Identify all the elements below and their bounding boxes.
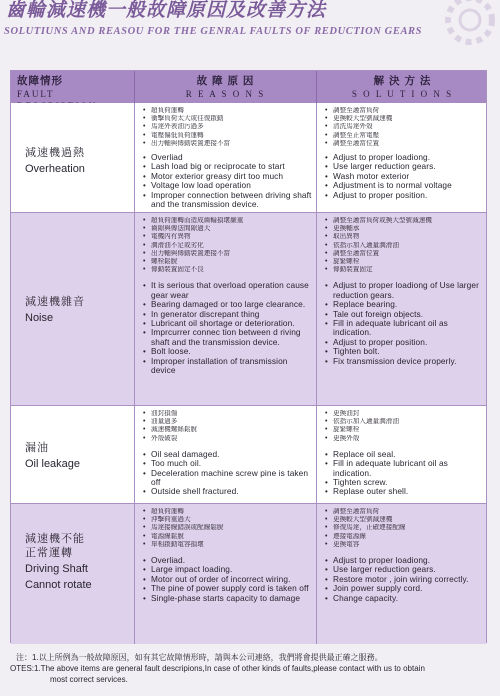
footnote-zh: 注：1.以上所例為一般故障原因，如有其它故障情形時，請與本公司連絡，我們將會提供最正確之服務。 [16, 653, 383, 662]
list-item: • The pine of power supply cord is taken off [143, 584, 312, 593]
fault-en: Oil leakage [25, 458, 81, 470]
list-item: • Outside shell fractured. [143, 487, 312, 496]
list-item: • Oil seal damaged. [143, 450, 312, 459]
list-item: • Large impact loading. [143, 565, 312, 574]
solutions-zh-list [325, 508, 484, 549]
header-reasons-zh: 故 障 原 因 [196, 75, 255, 87]
list-item: • 油量過多 [143, 418, 312, 426]
list-item: • Adjust to proper loadiong of Use larger reduction gears. [325, 281, 484, 300]
reasons-cell [135, 213, 317, 405]
fault-en-line2: Cannot rotate [25, 579, 92, 591]
fault-zh: 漏油 [25, 442, 49, 454]
header-solutions-en: S O L U T I O N S [351, 89, 454, 99]
reasons-zh-list [143, 217, 312, 274]
table-row-oil-leakage [11, 406, 486, 504]
list-item: • Replace oil seal. [325, 450, 484, 459]
list-item: • Restore motor , join wiring correctly. [325, 575, 484, 584]
list-item: • 超負荷運轉 [143, 107, 312, 115]
list-item: • Adjust to proper loadiong. [325, 556, 484, 565]
reasons-en-list [143, 556, 312, 603]
list-item: • Adjust to proper loadiong. [325, 153, 484, 162]
header-solutions-zh: 解 決 方 法 [373, 75, 432, 87]
list-item: • Use larger reduction gears. [325, 162, 484, 171]
header-reasons-en: R E A S O N S [185, 89, 266, 99]
list-item: • Use larger reduction gears. [325, 565, 484, 574]
fault-table [10, 70, 487, 643]
header-reasons [135, 71, 317, 103]
list-item: • Tighten bolt. [325, 347, 484, 356]
list-item: • 調整至適當負荷或換大型號減速機 [325, 217, 484, 225]
list-item: • 旋緊螺栓 [325, 258, 484, 266]
reasons-zh-list [143, 508, 312, 549]
footnote-en-line1: OTES:1.The above items are general fault descripions,In case of other kinds of faults,please contact with us to obtain [10, 664, 425, 673]
solutions-en-list [325, 281, 484, 366]
page-title: 齒輪減速機一般故障原因及改善方法 [6, 0, 327, 21]
list-item: • Lubricant oil shortage or deterioration. [143, 319, 312, 328]
list-item: • 電壓偏低負荷運轉 [143, 132, 312, 140]
list-item: • Change capacity. [325, 594, 484, 603]
list-item: • Tighten screw. [325, 478, 484, 487]
reasons-cell [135, 504, 317, 644]
list-item: • Imprcurrer connec tion between d riving shaft and the transmission device. [143, 328, 312, 347]
page-subtitle: SOLUTIUNS AND REASOU FOR THE GENRAL FAULTS OF REDUCTION GEARS [4, 26, 423, 37]
list-item: • 更換較大型號減速機 [325, 115, 484, 123]
header-solutions [317, 71, 488, 103]
list-item: • 更換較大型號減速機 [325, 516, 484, 524]
list-item: • 馬達接線錯誤或配線鬆脫 [143, 524, 312, 532]
table-row-overheating [11, 103, 486, 213]
list-item: • 調整至適當位置 [325, 250, 484, 258]
table-row-cannot-rotate [11, 504, 486, 644]
list-item: • 出力軸與傳動裝置連接不當 [143, 140, 312, 148]
list-item: • 馬達外表油污過多 [143, 123, 312, 131]
list-item: • Motor exterior greasy dirt too much [143, 172, 312, 181]
list-item: • Fix transmission device properly. [325, 357, 484, 366]
list-item: • Improper installation of transmission device [143, 357, 312, 376]
list-item: • 超負荷運轉而造成齒輪損壞嚴重 [143, 217, 312, 225]
list-item: • 外殼破裂 [143, 435, 312, 443]
list-item: • 電源線鬆脫 [143, 533, 312, 541]
reasons-zh-list [143, 107, 312, 148]
list-item: • 沖擊荷重過大 [143, 516, 312, 524]
fault-en: Overheation [25, 163, 85, 175]
fault-en: Noise [25, 312, 54, 324]
list-item: • Overliad [143, 153, 312, 162]
fault-en-line1: Driving Shaft [25, 563, 88, 575]
list-item: • 調整至適當負荷 [325, 508, 484, 516]
list-item: • Bearing damaged or too large clearance. [143, 300, 312, 309]
solutions-zh-list [325, 410, 484, 443]
list-item: • In generator discrepant thing [143, 310, 312, 319]
list-item: • Improper connection between driving shaft and the transmission device. [143, 191, 312, 210]
list-item: • Voltage low load operation [143, 181, 312, 190]
list-item: • Adjustment is to normal voltage [325, 181, 484, 190]
list-item: • 潤滑油不足或劣化 [143, 242, 312, 250]
footnote-en-line2: most correct services. [50, 675, 128, 684]
fault-zh: 減速機雜音 [25, 296, 85, 308]
list-item: • 螺栓鬆脫 [143, 258, 312, 266]
list-item: • 油封損傷 [143, 410, 312, 418]
reasons-cell [135, 103, 317, 212]
header-fault-en: FAULT [17, 89, 55, 99]
solutions-zh-list [325, 107, 484, 148]
list-item: • Deceleration machine screw pine is taken off [143, 469, 312, 488]
reasons-cell [135, 406, 317, 503]
list-item: • 衝擊負荷太大或往復啟動 [143, 115, 312, 123]
list-item: • 依指示加入適量潤滑油 [325, 242, 484, 250]
list-item: • Adjust to proper position. [325, 191, 484, 200]
list-item: • 出力軸與傳動裝置連接不當 [143, 250, 312, 258]
list-item: • 更換外殼 [325, 435, 484, 443]
reasons-en-list [143, 153, 312, 209]
list-item: • 傳動裝置固定 [325, 266, 484, 274]
footnotes [10, 652, 490, 685]
list-item: • Join power supply cord. [325, 584, 484, 593]
table-row-noise [11, 213, 486, 406]
list-item: • 調整至適當負荷 [325, 107, 484, 115]
fault-zh: 減速機過熱 [25, 147, 85, 159]
fault-zh-line1: 減速機不能 [25, 533, 85, 545]
reasons-zh-list [143, 410, 312, 443]
list-item: • It is serious that overload operation cause gear wear [143, 281, 312, 300]
list-item: • Adjust to proper position. [325, 338, 484, 347]
list-item: • 調整至正常電壓 [325, 132, 484, 140]
list-item: • 連接電源線 [325, 533, 484, 541]
fault-zh-line2: 正常運轉 [25, 547, 73, 559]
solutions-zh-list [325, 217, 484, 274]
list-item: • 調整至適當位置 [325, 140, 484, 148]
list-item: • 修復馬達，正確連接配線 [325, 524, 484, 532]
list-item: • Replace bearing. [325, 300, 484, 309]
fault-cell [11, 406, 135, 503]
solutions-en-list [325, 556, 484, 603]
list-item: • Fill in adequate lubricant oil as indication. [325, 319, 484, 338]
list-item: • 更換軸承 [325, 225, 484, 233]
header-fault-zh: 故障情形 [17, 75, 63, 87]
list-item: • 旋緊螺栓 [325, 426, 484, 434]
list-item: • Motor out of order of incorrect wiring. [143, 575, 312, 584]
reasons-en-list [143, 281, 312, 375]
header-fault [11, 71, 135, 103]
list-item: • Replase outer shell. [325, 487, 484, 496]
solutions-en-list [325, 153, 484, 200]
reasons-en-list [143, 450, 312, 497]
table-header [11, 71, 486, 104]
list-item: • Fill in adequate lubricant oil as indication. [325, 459, 484, 478]
list-item: • 齒隙與傳送間隙過大 [143, 225, 312, 233]
list-item: • 更換油封 [325, 410, 484, 418]
list-item: • Bolt loose. [143, 347, 312, 356]
solutions-cell [317, 213, 488, 405]
list-item: • Overliad. [143, 556, 312, 565]
gear-decoration-icon [400, 0, 500, 60]
list-item: • 取出異物 [325, 233, 484, 241]
fault-cell [11, 213, 135, 405]
list-item: • Wash motor exterior [325, 172, 484, 181]
list-item: • 傳動裝置固定不良 [143, 266, 312, 274]
fault-cell [11, 504, 135, 644]
list-item: • 更換電容 [325, 541, 484, 549]
solutions-cell [317, 504, 488, 644]
list-item: • Too much oil. [143, 459, 312, 468]
list-item: • 減速機螺絲鬆脫 [143, 426, 312, 434]
list-item: • 單相啟動電容損壞 [143, 541, 312, 549]
solutions-cell [317, 406, 488, 503]
list-item: • 清洗馬達外殼 [325, 123, 484, 131]
list-item: • Lash load big or reciprocate to start [143, 162, 312, 171]
solutions-cell [317, 103, 488, 212]
fault-cell [11, 103, 135, 212]
solutions-en-list [325, 450, 484, 497]
list-item: • 依指示加入適量潤滑油 [325, 418, 484, 426]
list-item: • 超負荷運轉 [143, 508, 312, 516]
list-item: • 電機內有異物 [143, 233, 312, 241]
list-item: • Tale out foreign objects. [325, 310, 484, 319]
list-item: • Single-phase starts capacity to damage [143, 594, 312, 603]
